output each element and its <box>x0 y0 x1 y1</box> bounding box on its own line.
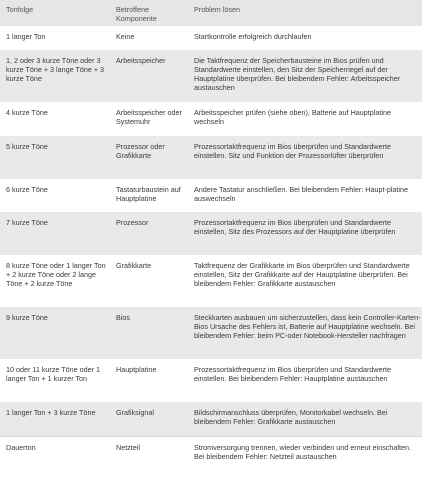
cell-solution: Steckkarten ausbauen um sicherzustellen, dass kein Controller-Karten-Bios Ursache des Fehlers ist, Batterie auf Hauptplatine wechseln. Bei bleibendem Fehler: beim PC-oder Notebook-Hersteller nachfragen <box>188 307 422 359</box>
cell-tone: 7 kurze Töne <box>0 212 110 255</box>
table-row <box>0 255 422 307</box>
cell-component: Prozessor <box>110 212 188 255</box>
cell-tone: 1 langer Ton <box>0 26 110 50</box>
cell-tone: 9 kurze Töne <box>0 307 110 359</box>
table-row <box>0 212 422 255</box>
table-row <box>0 50 422 102</box>
cell-solution: Prozessortaktfrequenz im Bios überprüfen und Standardwerte einstellen, Sitz des Prozessors auf der Hauptplatine überprüfen <box>188 212 422 255</box>
cell-component: Bios <box>110 307 188 359</box>
cell-tone: Dauerton <box>0 436 110 470</box>
cell-solution: Prozessortaktfrequenz im Bios überprüfen und Standardwerte einstellen. Sitz und Funktion der Prozessorlüfter überprüfen <box>188 136 422 179</box>
cell-component: Grafikkarte <box>110 255 188 307</box>
table-row <box>0 359 422 402</box>
table-row <box>0 102 422 136</box>
cell-tone: 6 kurze Töne <box>0 179 110 212</box>
cell-tone: 1, 2 oder 3 kurze Töne oder 3 kurze Töne + 3 lange Töne + 3 kurze Töne <box>0 50 110 102</box>
cell-solution: Bildschirmanschluss überprüfen, Monitorkabel wechseln. Bei bleibendem Fehler: Grafikkarte austauschen <box>188 402 422 436</box>
cell-solution: Die Taktfrequenz der Speicherbausteine im Bios prüfen und Standardwerte einstellen, den Sitz der Speicherriegel auf der Hauptplatine überprüfen. Bei bleibendem Fehler: Arbeitsspeicher austauschen <box>188 50 422 102</box>
cell-solution: Stromversorgung trennen, wieder verbinden und erneut einschalten. Bei bleibendem Fehler: Netzteil austauschen <box>188 436 422 470</box>
cell-tone: 10 oder 11 kurze Töne oder 1 langer Ton + 1 kurzer Ton <box>0 359 110 402</box>
header-problem: Problem lösen <box>188 0 422 26</box>
cell-component: Grafiksignal <box>110 402 188 436</box>
header-komponente: Betroffene Komponente <box>110 0 188 26</box>
table-header-row <box>0 0 422 26</box>
cell-component: Prozessor oder Grafikkarte <box>110 136 188 179</box>
table-row <box>0 179 422 212</box>
cell-tone: 8 kurze Töne oder 1 langer Ton + 2 kurze Töne oder 2 lange Töne + 2 kurze Töne <box>0 255 110 307</box>
header-tonfolge: Tonfolge <box>0 0 110 26</box>
cell-solution: Startkontrolle erfolgreich durchlaufen <box>188 26 422 50</box>
table-row <box>0 307 422 359</box>
cell-tone: 4 kurze Töne <box>0 102 110 136</box>
cell-component: Arbeitsspeicher oder Systemuhr <box>110 102 188 136</box>
table-row <box>0 26 422 50</box>
cell-component: Arbeitsspeicher <box>110 50 188 102</box>
cell-solution: Taktfrequenz der Grafikkarte im Bios überprüfen und Standardwerte einstellen, Sitz der Grafikkarte auf der Hauptplatine überprüfen. Bei bleibendem Fehler: Grafikkarte austauschen <box>188 255 422 307</box>
cell-component: Keine <box>110 26 188 50</box>
cell-component: Hauptplatine <box>110 359 188 402</box>
cell-tone: 1 langer Ton + 3 kurze Töne <box>0 402 110 436</box>
cell-solution: Prozessortaktfrequenz im Bios überprüfen und Standardwerte einstellen. Bei bleibendem Fehler: Hauptplatine austauschen <box>188 359 422 402</box>
cell-component: Tastaturbaustein auf Hauptplatine <box>110 179 188 212</box>
cell-component: Netzteil <box>110 436 188 470</box>
table-row <box>0 436 422 470</box>
cell-tone: 5 kurze Töne <box>0 136 110 179</box>
table-row <box>0 136 422 179</box>
cell-solution: Arbeitsspeicher prüfen (siehe oben), Batterie auf Hauptplatine wechseln <box>188 102 422 136</box>
table-row <box>0 402 422 436</box>
cell-solution: Andere Tastatur anschließen. Bei bleibendem Fehler: Haupt-platine auswechseln <box>188 179 422 212</box>
